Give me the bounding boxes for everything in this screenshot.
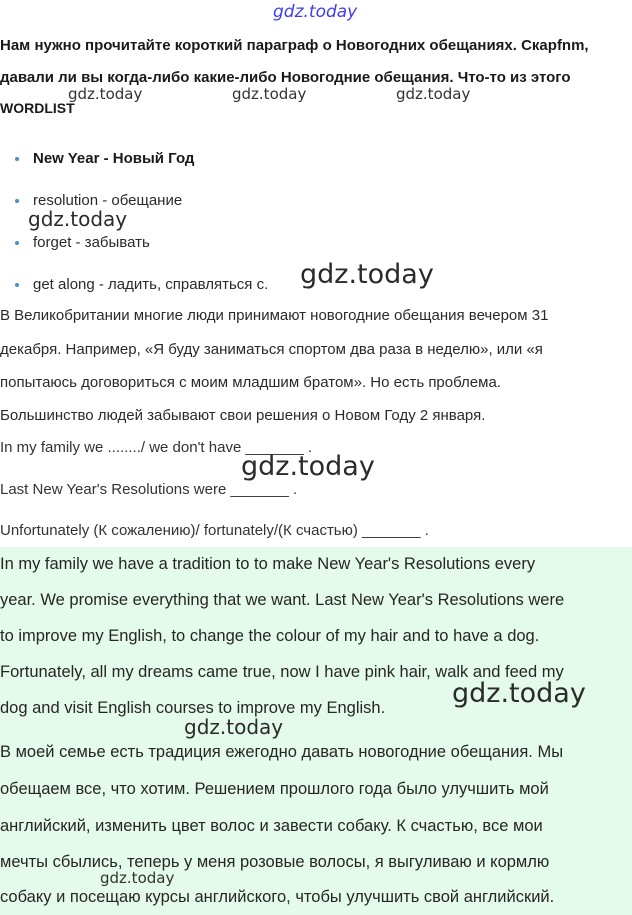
- wordlist-title: WORDLIST: [0, 100, 75, 116]
- bullet-icon: [15, 157, 19, 161]
- intro-line-1: Нам нужно прочитайте короткий параграф о Новогодних обещаниях. Скарfnm,: [0, 37, 589, 54]
- exercise-line: In my family we ......../ we don't have _______ .: [0, 439, 313, 456]
- exercise-line: Unfortunately (К сожалению)/ fortunately/(К счастью) _______ .: [0, 522, 429, 539]
- intro-line-2: давали ли вы когда-либо какие-либо Новогодние обещания. Что-то из этого: [0, 69, 571, 86]
- answer-box: [0, 547, 632, 915]
- watermark: gdz.today: [300, 259, 434, 290]
- answer-en-line: year. We promise everything that we want. Last New Year's Resolutions were: [0, 591, 565, 609]
- bullet-icon: [15, 199, 19, 203]
- watermark: gdz.today: [232, 85, 307, 103]
- answer-ru-line: мечты сбылись, теперь у меня розовые волосы, я выгуливаю и кормлю: [0, 853, 550, 871]
- wordlist-item-label: resolution - обещание: [33, 192, 183, 209]
- paragraph-line: попытаюсь договориться с моим младшим братом». Но есть проблема.: [0, 374, 501, 391]
- watermark: gdz.today: [452, 678, 586, 709]
- paragraph-line: В Великобритании многие люди принимают новогодние обещания вечером 31: [0, 307, 549, 324]
- watermark: gdz.today: [396, 85, 471, 103]
- exercise-line: Last New Year's Resolutions were _______ .: [0, 481, 298, 498]
- answer-ru-line: В моей семье есть традиция ежегодно давать новогодние обещания. Мы: [0, 743, 564, 761]
- answer-en-line: Fortunately, all my dreams came true, now I have pink hair, walk and feed my: [0, 663, 564, 681]
- watermark: gdz.today: [68, 85, 143, 103]
- answer-ru-line: собаку и посещаю курсы английского, чтобы улучшить свой английский.: [0, 888, 555, 906]
- answer-en-line: dog and visit English courses to improve my English.: [0, 699, 386, 717]
- answer-ru-line: английский, изменить цвет волос и завести собаку. К счастью, все мои: [0, 817, 543, 835]
- wordlist-item-label: forget - забывать: [33, 234, 150, 251]
- wordlist-item-label: get along - ладить, справляться с.: [33, 276, 269, 293]
- watermark-top: gdz.today: [273, 2, 358, 22]
- watermark: gdz.today: [28, 207, 128, 231]
- watermark: gdz.today: [241, 451, 375, 482]
- answer-en-line: In my family we have a tradition to to make New Year's Resolutions every: [0, 555, 536, 573]
- paragraph-line: декабря. Например, «Я буду заниматься спортом два раза в неделю», или «я: [0, 341, 543, 358]
- watermark: gdz.today: [100, 869, 175, 887]
- answer-ru-line: обещаем все, что хотим. Решением прошлого года было улучшить мой: [0, 780, 549, 798]
- bullet-icon: [15, 283, 19, 287]
- bullet-icon: [15, 241, 19, 245]
- watermark: gdz.today: [184, 715, 284, 739]
- answer-en-line: to improve my English, to change the colour of my hair and to have a dog.: [0, 627, 540, 645]
- paragraph-line: Большинство людей забывают свои решения о Новом Году 2 января.: [0, 407, 486, 424]
- wordlist-item-label: New Year - Новый Год: [33, 150, 195, 167]
